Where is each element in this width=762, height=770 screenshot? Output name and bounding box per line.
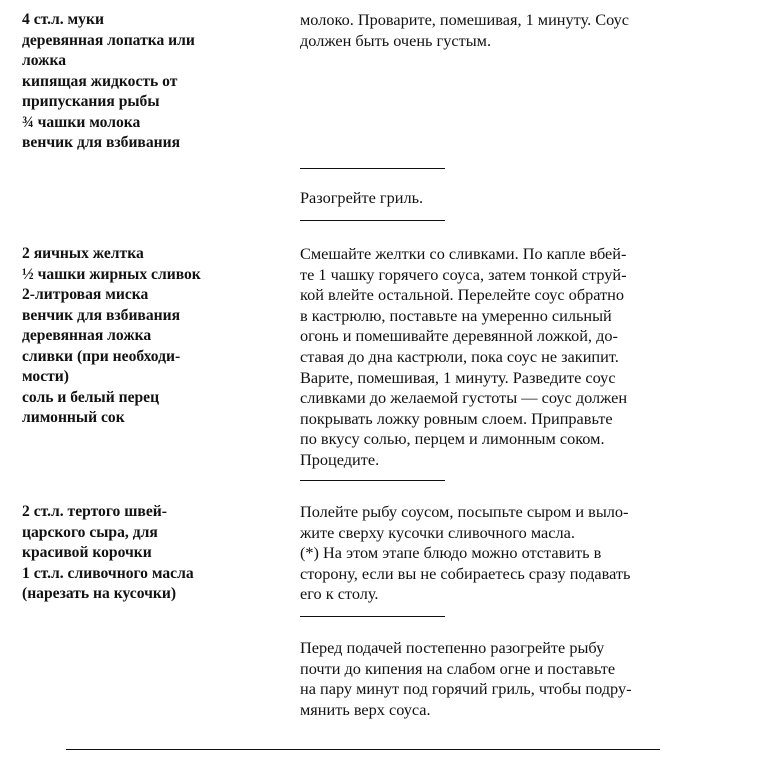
ingredients-list-3	[22, 244, 284, 429]
ingredient-item: 4 ст.л. муки	[22, 11, 104, 28]
instruction-paragraph: Полейте рыбу соусом, посыпьте сыром и выло- жите сверху кусочки сливочного масла.	[300, 502, 629, 542]
ingredient-item: венчик для взбивания	[22, 134, 181, 151]
ingredient-item: 1 ст.л. сливочного масла (нарезать на кусочки)	[22, 564, 194, 602]
ingredient-item: соль и белый перец	[22, 388, 160, 406]
ingredient-item: ¾ чашки молока	[22, 113, 141, 131]
ingredient-item: деревянная лопатка или ложка	[22, 31, 195, 69]
instructions-2	[300, 188, 740, 209]
ingredients-list-1	[22, 10, 284, 154]
instruction-paragraph: Смешайте желтки со сливками. По капле вбей- те 1 чашку горячего соуса, затем тонкой струй- кой влейте остальной. Перелейте соус обратно в кастрюлю, поставьте на умеренно сильный огонь и помешивайте деревянной ложкой, до- ставая до дна кастрюли, пока соус не закипит. Варите, помешивая, 1 минуту. Разведите соус сливками до желаемой густоты — соус должен покрывать ложку ровным слоем. Приправьте по вкусу солью, перцем и лимонным соком. Процедите.	[300, 244, 628, 469]
ingredient-item: 2-литровая миска	[22, 286, 149, 303]
section-divider	[300, 220, 445, 221]
page-bottom-rule	[66, 749, 660, 750]
ingredient-item: ½ чашки жирных сливок	[22, 265, 201, 283]
ingredient-item: сливки (при необходи- мости)	[22, 347, 181, 385]
instruction-note: (*) На этом этапе блюдо можно отставить в сторону, если вы не собираетесь сразу подавать его к столу.	[300, 543, 631, 604]
instructions-5	[300, 638, 740, 720]
instruction-paragraph: Разогрейте гриль.	[300, 188, 424, 207]
instructions-4	[300, 502, 740, 605]
section-divider	[300, 168, 445, 169]
ingredient-item: 2 ст.л. тертого швей- царского сыра, для красивой корочки	[22, 503, 167, 561]
ingredient-item: 2 яичных желтка	[22, 245, 144, 262]
ingredients-list-4	[22, 502, 284, 605]
instruction-paragraph: молоко. Проварите, помешивая, 1 минуту. Соус должен быть очень густым.	[300, 10, 629, 50]
ingredient-item: венчик для взбивания	[22, 306, 181, 324]
instructions-1	[300, 10, 740, 51]
instructions-3	[300, 244, 740, 471]
section-divider	[300, 616, 445, 617]
ingredient-item: лимонный сок	[22, 409, 125, 426]
ingredient-item: деревянная ложка	[22, 327, 152, 344]
section-divider	[300, 480, 445, 481]
ingredient-item: кипящая жидкость от припускания рыбы	[22, 72, 178, 110]
instruction-paragraph: Перед подачей постепенно разогрейте рыбу почти до кипения на слабом огне и поставьте на пару минут под горячий гриль, чтобы подру- мянить верх соуса.	[300, 638, 632, 719]
